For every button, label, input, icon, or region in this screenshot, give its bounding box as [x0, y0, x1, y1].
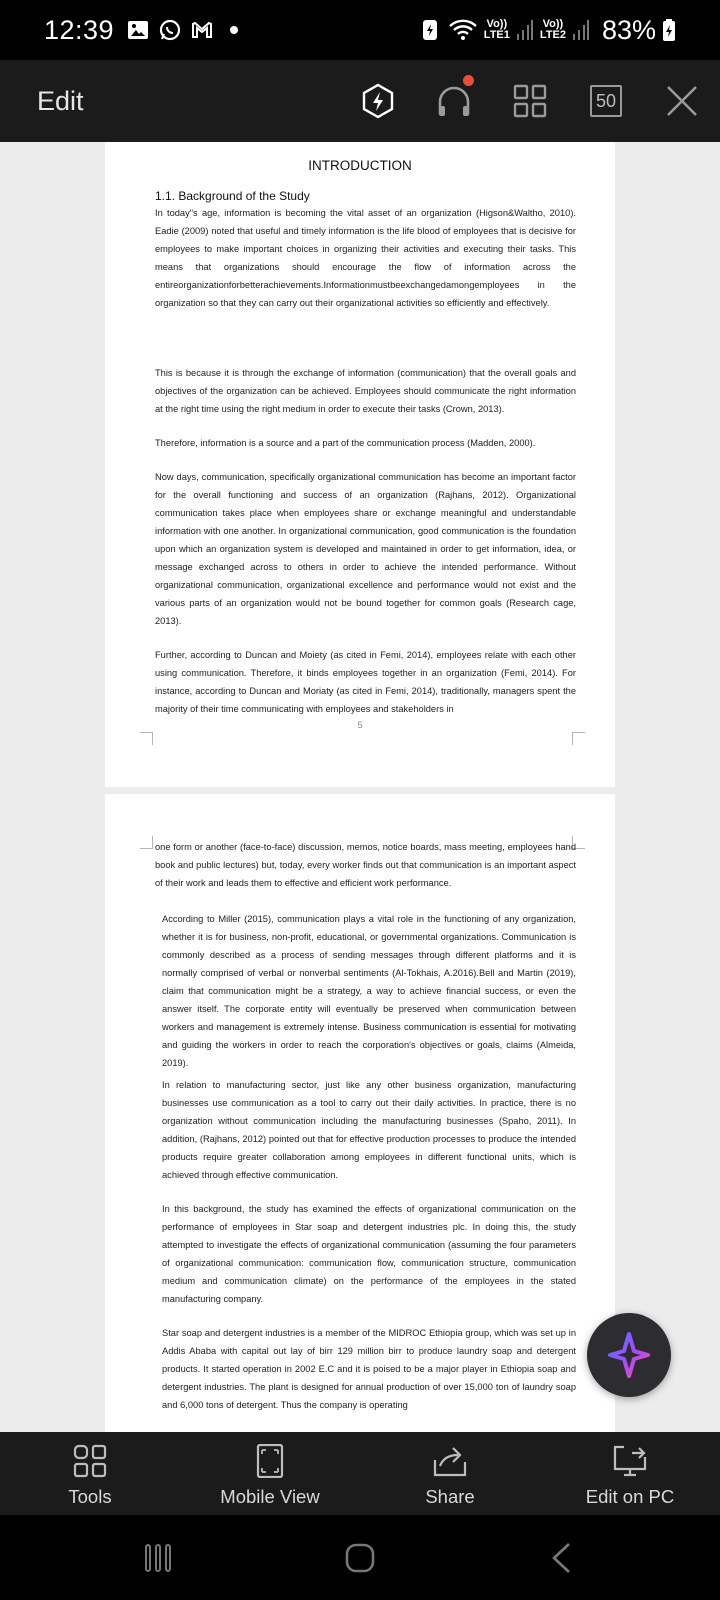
- margin-corner-mark: [140, 732, 153, 745]
- bottom-toolbar: [0, 1432, 720, 1515]
- paragraph: Now days, communication, specifically organizational communication has become an important factor for the overall functioning and success of an organization (Rajhans, 2012). Organizational communication takes place when employees share or exchange meaningful and understandable information with one another. In organizational communication, good communication is the foundation upon which an organization system is developed and maintained in order to get information, idea, or message exchanged across to others in order to achieve the intended performance. Without organizational communication, organizational excellence and performance would not exist and the various parts of an organization would not be bound together for common goals (Research cage, 2013).: [155, 472, 576, 626]
- monitor-icon: [612, 1444, 648, 1478]
- edit-button[interactable]: Edit: [37, 85, 84, 116]
- document-title: INTRODUCTION: [308, 158, 412, 173]
- page-count: 50: [590, 85, 622, 117]
- recents-icon: [143, 1543, 173, 1573]
- share-label: Share: [425, 1486, 475, 1507]
- document-page-2[interactable]: [105, 794, 615, 1432]
- whatsapp-icon: [158, 18, 182, 42]
- notification-dot: [230, 26, 238, 34]
- paragraph: one form or another (face-to-face) discussion, memos, notice boards, mass meeting, employees hand book and public lectures) but, today, every worker finds out that communication is an important aspect of their work and leads them to effective and efficient work performance.: [155, 842, 576, 888]
- paragraph: Therefore, information is a source and a part of the communication process (Madden, 2000).: [155, 438, 536, 448]
- status-time: 12:39: [44, 14, 115, 45]
- document-page-1[interactable]: [105, 142, 615, 787]
- ai-assistant-button[interactable]: [587, 1313, 671, 1397]
- recent-apps-button[interactable]: [128, 1533, 188, 1583]
- headphones-icon: [436, 84, 472, 118]
- share-icon: [432, 1444, 468, 1478]
- battery-charging-icon: [662, 18, 676, 42]
- paragraph: Further, according to Duncan and Moiety (as cited in Femi, 2014), employees relate with each other using communication. Therefore, it binds employees together in an organization (Femi, 2014). For instance, according to Duncan and Moriaty (as cited in Femi, 2014), traditionally, managers spent the majority of their time communicating with employees and stakeholders in: [155, 650, 576, 714]
- tools-label: Tools: [68, 1486, 112, 1507]
- lightning-hexagon-icon: [361, 83, 395, 119]
- top-app-bar: [0, 60, 720, 142]
- paragraph: In relation to manufacturing sector, just like any other business organization, manufacturing businesses use communication as a tool to carry out their daily activities. In practice, there is no organization without communication including the manufacturing businesses (Spaho, 2011). In addition, (Rajhans, 2012) pointed out that for effective production processes to produce the intended products require greater collaboration among employees in different functional units, which is achieved through effective communication.: [162, 1080, 576, 1180]
- ai-sparkle-icon: [607, 1331, 651, 1379]
- grid-view-button[interactable]: [492, 60, 568, 142]
- grid-icon: [513, 84, 547, 118]
- back-icon: [549, 1541, 573, 1575]
- paragraph: Star soap and detergent industries is a member of the MIDROC Ethiopia group, which was set up in Addis Ababa with capital out lay of birr 129 million birr to produce laundry soap and detergent products. It started operation in 2002 E.C and it is poised to be a major player in Ethiopia soap and detergent industries. The plant is designed for annual production of over 15,000 ton of laundry soap and 6,000 tons of detergent. Thus the company is operating: [162, 1328, 576, 1410]
- paragraph: In today"s age, information is becoming the vital asset of an organization (Higson&Waltho, 2010). Eadie (2009) noted that useful and timely information is the life blood of employees that is decisive for employees to make important choices in organizing their activities and executing their tasks. This means that organizations should encourage the flow of information across the entireorganizationforbetterachievements.Informationmustbeexchangedamongemployees in the organization so that they can carry out their organizational activities so efficiently and effectively.: [155, 208, 576, 308]
- battery-percent: 83%: [601, 14, 656, 45]
- listen-button[interactable]: [416, 60, 492, 142]
- back-button[interactable]: [531, 1533, 591, 1583]
- paragraph: This is because it is through the exchange of information (communication) that the overall goals and objectives of the organization can be achieved. Employees should communicate the right information at the right time using the right medium in order to execute their tasks (Crown, 2013).: [155, 368, 576, 414]
- margin-corner-mark: [572, 732, 585, 745]
- tools-button[interactable]: [0, 1432, 180, 1515]
- sim2-network: Vo)) LTE2: [539, 18, 566, 41]
- paragraph: According to Miller (2015), communication plays a vital role in the functioning of any organization, whether it is for business, non-profit, educational, or governmental organizations. Communication is commonly described as a process of sending messages through different platforms and it is normally comprised of verbal or nonverbal sentiments (Al-Tokhais, A.2016).Bell and Martin (2019), claim that communication might be a strategy, a way to achieve financial success, or even the answer itself. The corporate entity will eventually be preserved when communication between workers and management is extremely intense. Business communication is essential for motivating and guiding the workers in order to reach the corporation's objectives or goals, claims (Almeida, 2019).: [162, 914, 576, 1068]
- sim1-network: Vo)) LTE1: [483, 18, 510, 41]
- edit-on-pc-button[interactable]: [540, 1432, 720, 1515]
- gmail-icon: [190, 18, 214, 42]
- paragraph: In this background, the study has examined the effects of organizational communication on the performance of employees in Star soap and detergent industries plc. In doing this, the study attempted to investigate the effects of organizational communication (assuming the four parameters of organizational communication: communication flow, communication structure, communication medium and communication climate) on the performance of the employees in the stated manufacturing company.: [162, 1204, 576, 1304]
- close-icon: [666, 85, 698, 117]
- listen-badge-dot: [463, 75, 474, 86]
- home-icon: [344, 1542, 376, 1574]
- page-count-button[interactable]: [568, 60, 644, 142]
- system-navigation-bar: [0, 1515, 720, 1600]
- page-number: 5: [357, 720, 363, 730]
- ai-boost-button[interactable]: [340, 60, 416, 142]
- mobile-view-label: Mobile View: [220, 1486, 320, 1507]
- signal-icon: [516, 18, 534, 42]
- section-heading: 1.1. Background of the Study: [155, 189, 310, 203]
- close-button[interactable]: [644, 60, 720, 142]
- status-bar: [0, 0, 720, 60]
- mobile-view-icon: [256, 1444, 284, 1478]
- share-button[interactable]: [360, 1432, 540, 1515]
- document-canvas[interactable]: [0, 142, 720, 1432]
- home-button[interactable]: [330, 1533, 390, 1583]
- edit-on-pc-label: Edit on PC: [585, 1486, 675, 1507]
- gallery-icon: [126, 18, 150, 42]
- margin-corner-mark: [140, 836, 153, 849]
- wifi-icon: [448, 18, 478, 42]
- tools-icon: [73, 1444, 107, 1478]
- data-saver-icon: [418, 18, 442, 42]
- signal-icon-2: [572, 18, 590, 42]
- mobile-view-button[interactable]: [180, 1432, 360, 1515]
